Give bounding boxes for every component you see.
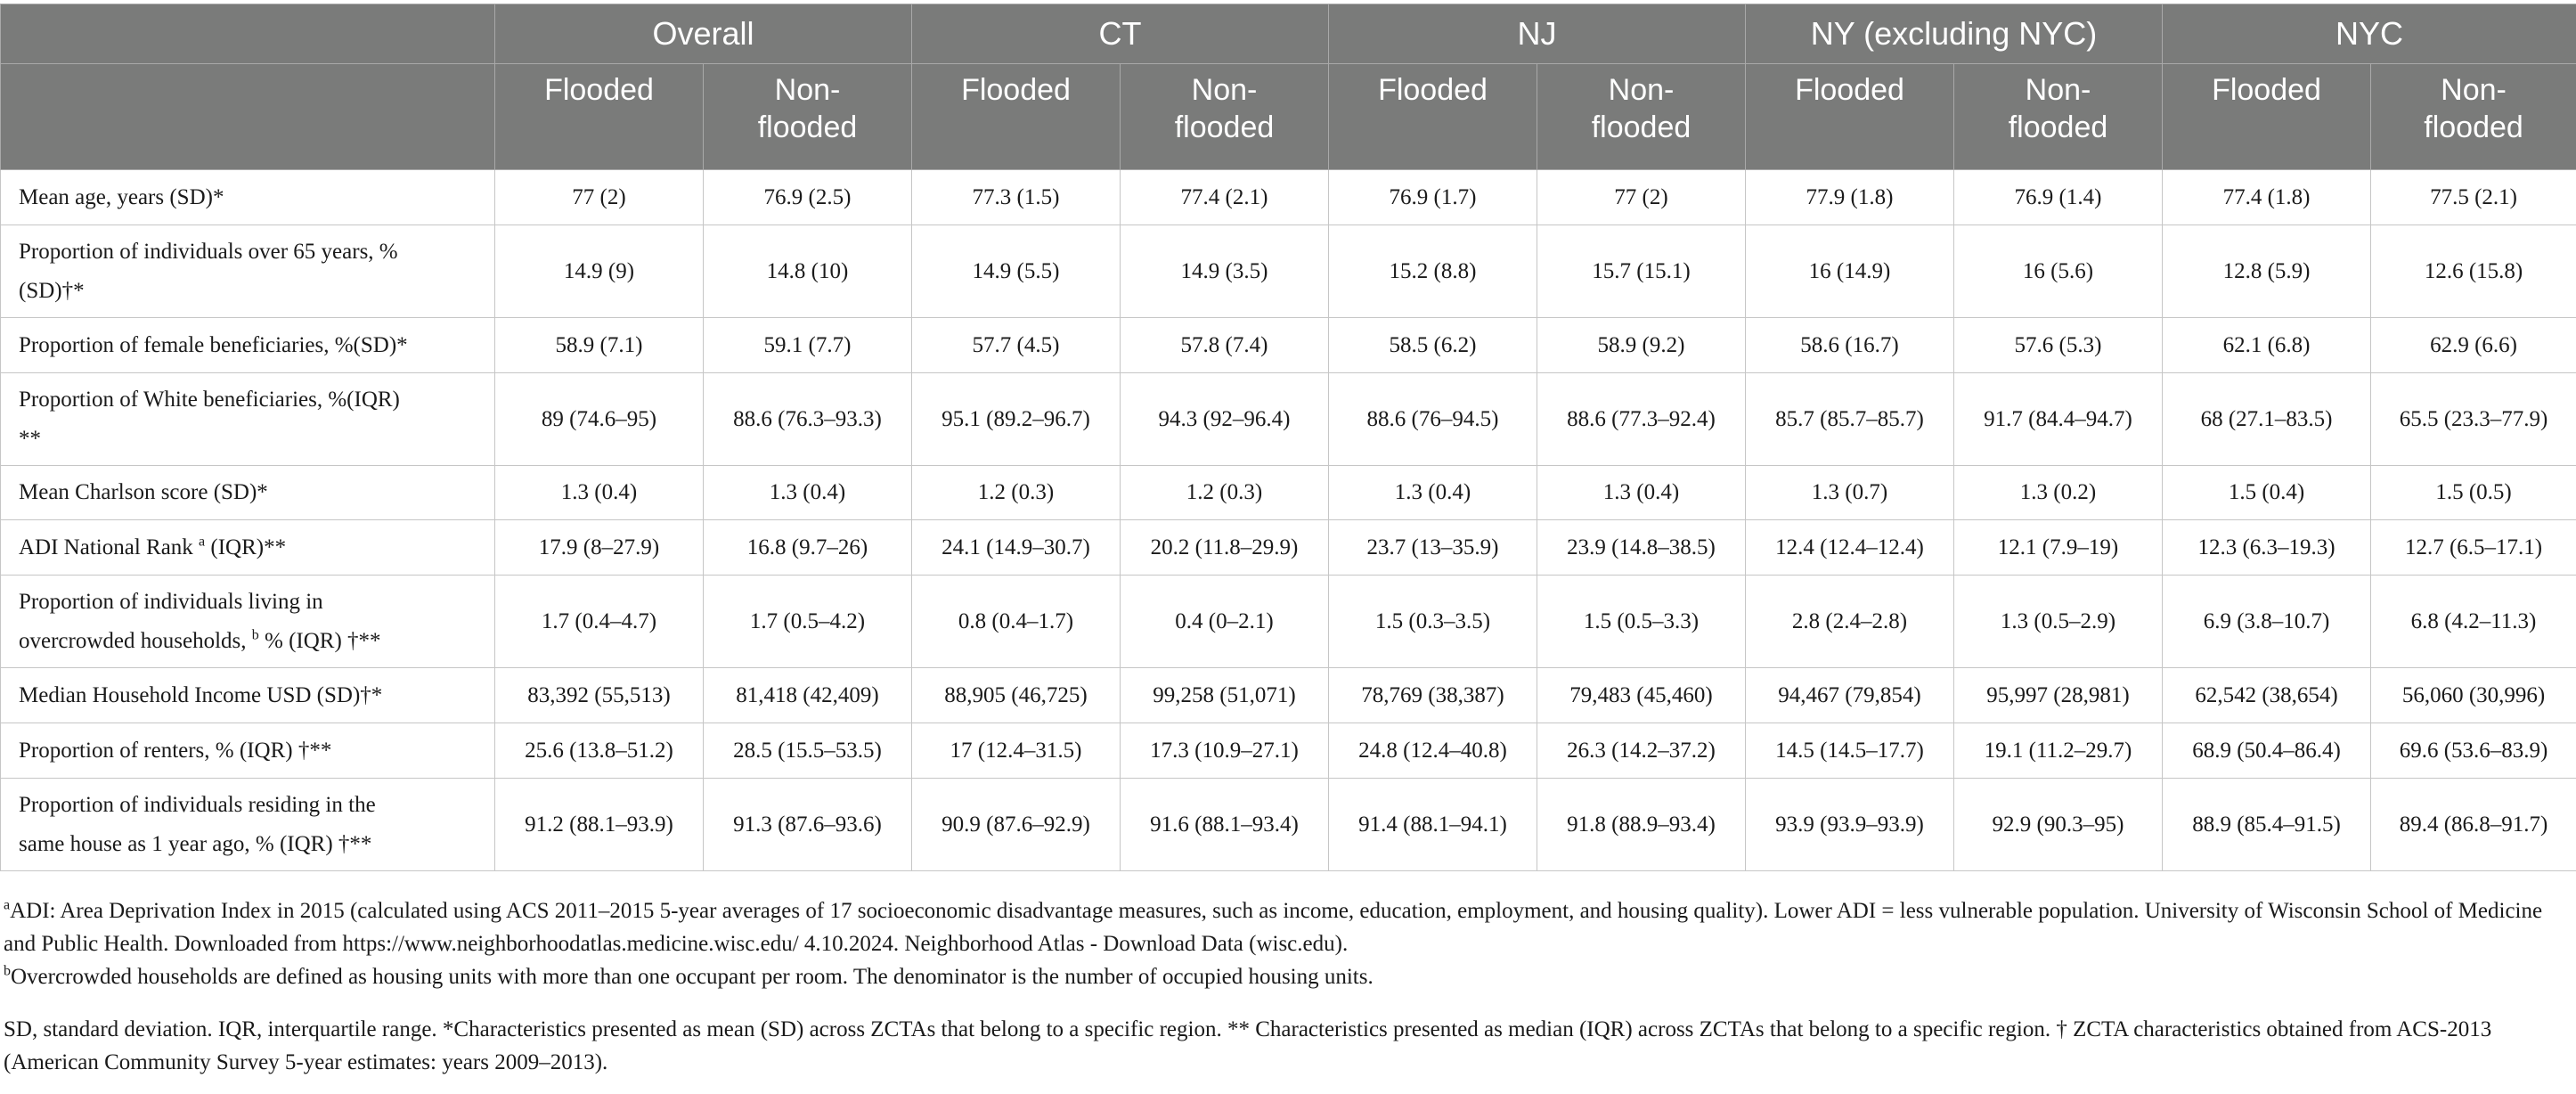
cell-value: 6.8 (4.2–11.3) [2371, 576, 2576, 668]
cell-value: 88.6 (76.3–93.3) [704, 373, 912, 466]
cell-value: 77.3 (1.5) [912, 170, 1121, 225]
cell-value: 1.3 (0.2) [1954, 466, 2163, 520]
cell-value: 92.9 (90.3–95) [1954, 779, 2163, 871]
cell-value: 14.9 (9) [495, 225, 704, 318]
cell-value: 58.6 (16.7) [1746, 318, 1954, 373]
group-header-nyc: NYC [2163, 4, 2576, 64]
cell-value: 77.9 (1.8) [1746, 170, 1954, 225]
footnote-marker: b [251, 627, 259, 643]
cell-value: 62.1 (6.8) [2163, 318, 2371, 373]
cell-value: 77 (2) [495, 170, 704, 225]
table-row [1, 225, 2576, 318]
cell-value: 79,483 (45,460) [1537, 668, 1746, 723]
cell-value: 6.9 (3.8–10.7) [2163, 576, 2371, 668]
cell-value: 89.4 (86.8–91.7) [2371, 779, 2576, 871]
cell-value: 16 (14.9) [1746, 225, 1954, 318]
cell-value: 95.1 (89.2–96.7) [912, 373, 1121, 466]
cell-value: 88.6 (76–94.5) [1329, 373, 1537, 466]
cell-value: 85.7 (85.7–85.7) [1746, 373, 1954, 466]
table-row [1, 723, 2576, 779]
cell-value: 24.8 (12.4–40.8) [1329, 723, 1537, 779]
row-label: Proportion of renters, % (IQR) †** [1, 723, 495, 779]
cell-value: 91.7 (84.4–94.7) [1954, 373, 2163, 466]
cell-value: 59.1 (7.7) [704, 318, 912, 373]
cell-value: 78,769 (38,387) [1329, 668, 1537, 723]
cell-value: 25.6 (13.8–51.2) [495, 723, 704, 779]
characteristics-table [0, 4, 2576, 871]
cell-value: 0.4 (0–2.1) [1121, 576, 1329, 668]
cell-value: 1.2 (0.3) [1121, 466, 1329, 520]
table-row [1, 466, 2576, 520]
table-row [1, 520, 2576, 576]
cell-value: 94.3 (92–96.4) [1121, 373, 1329, 466]
table-row [1, 668, 2576, 723]
cell-value: 1.5 (0.5) [2371, 466, 2576, 520]
footnote-marker: a [4, 897, 11, 913]
cell-value: 19.1 (11.2–29.7) [1954, 723, 2163, 779]
cell-value: 93.9 (93.9–93.9) [1746, 779, 1954, 871]
cell-value: 12.4 (12.4–12.4) [1746, 520, 1954, 576]
row-label: Proportion of White beneficiaries, %(IQR) ** [1, 373, 495, 466]
cell-value: 76.9 (2.5) [704, 170, 912, 225]
cell-value: 91.3 (87.6–93.6) [704, 779, 912, 871]
table-footnotes [4, 894, 2551, 1079]
row-label: Proportion of female beneficiaries, %(SD)* [1, 318, 495, 373]
cell-value: 88,905 (46,725) [912, 668, 1121, 723]
footnote-general: SD, standard deviation. IQR, interquartile range. *Characteristics presented as mean (SD) across ZCTAs that belong to a specific region. ** Characteristics presented as median (IQR) across ZCTAs that belong to a specific region. † ZCTA characteristics obtained from ACS-2013 (American Community Survey 5-year estimates: years 2009–2013). [4, 1017, 2492, 1074]
group-header-ct: CT [912, 4, 1329, 64]
cell-value: 58.5 (6.2) [1329, 318, 1537, 373]
footnote-marker: b [4, 963, 11, 979]
cell-value: 1.3 (0.4) [1537, 466, 1746, 520]
cell-value: 58.9 (7.1) [495, 318, 704, 373]
row-label: Proportion of individuals over 65 years, % (SD)†* [1, 225, 495, 318]
cell-value: 1.5 (0.3–3.5) [1329, 576, 1537, 668]
cell-value: 83,392 (55,513) [495, 668, 704, 723]
table-row [1, 170, 2576, 225]
cell-value: 15.2 (8.8) [1329, 225, 1537, 318]
row-label: Median Household Income USD (SD)†* [1, 668, 495, 723]
cell-value: 88.9 (85.4–91.5) [2163, 779, 2371, 871]
cell-value: 1.3 (0.5–2.9) [1954, 576, 2163, 668]
cell-value: 69.6 (53.6–83.9) [2371, 723, 2576, 779]
table-row [1, 373, 2576, 466]
cell-value: 77.4 (2.1) [1121, 170, 1329, 225]
cell-value: 17 (12.4–31.5) [912, 723, 1121, 779]
cell-value: 77.5 (2.1) [2371, 170, 2576, 225]
footnote-a: $^a$ADI: Area Deprivation Index in 2015 (calculated using ACS 2011–2015 5-year averages of 17 socioeconomic disadvantage measures, such as income, education, employment, and housing quality). Lower ADI = less vulnerable population. University of Wisconsin School of Medicine and Public Health. Downloaded from https://www.neighborhoodatlas.medicine.wisc.edu/ 4.10.2024. Neighborhood Atlas - Download Data (wisc.edu). [4, 897, 2543, 956]
col-nonflooded: Non- flooded [1954, 64, 2163, 170]
cell-value: 1.3 (0.4) [1329, 466, 1537, 520]
cell-value: 91.8 (88.9–93.4) [1537, 779, 1746, 871]
cell-value: 76.9 (1.7) [1329, 170, 1537, 225]
cell-value: 16.8 (9.7–26) [704, 520, 912, 576]
cell-value: 1.3 (0.4) [495, 466, 704, 520]
col-flooded: Flooded [2163, 64, 2371, 170]
row-label: Proportion of individuals living in overcrowded households, $^b$ % (IQR) †** [1, 576, 495, 668]
footnote-b: $^b$Overcrowded households are defined as housing units with more than one occupant per room. The denominator is the number of occupied housing units. [4, 963, 1374, 989]
cell-value: 1.7 (0.5–4.2) [704, 576, 912, 668]
cell-value: 91.2 (88.1–93.9) [495, 779, 704, 871]
cell-value: 81,418 (42,409) [704, 668, 912, 723]
cell-value: 77.4 (1.8) [2163, 170, 2371, 225]
cell-value: 57.8 (7.4) [1121, 318, 1329, 373]
cell-value: 28.5 (15.5–53.5) [704, 723, 912, 779]
cell-value: 17.9 (8–27.9) [495, 520, 704, 576]
cell-value: 76.9 (1.4) [1954, 170, 2163, 225]
col-nonflooded: Non- flooded [1537, 64, 1746, 170]
cell-value: 62,542 (38,654) [2163, 668, 2371, 723]
table-row [1, 318, 2576, 373]
row-label: Mean Charlson score (SD)* [1, 466, 495, 520]
cell-value: 91.6 (88.1–93.4) [1121, 779, 1329, 871]
col-flooded: Flooded [912, 64, 1121, 170]
cell-value: 88.6 (77.3–92.4) [1537, 373, 1746, 466]
cell-value: 26.3 (14.2–37.2) [1537, 723, 1746, 779]
col-nonflooded: Non- flooded [2371, 64, 2576, 170]
cell-value: 1.2 (0.3) [912, 466, 1121, 520]
cell-value: 0.8 (0.4–1.7) [912, 576, 1121, 668]
cell-value: 58.9 (9.2) [1537, 318, 1746, 373]
cell-value: 12.1 (7.9–19) [1954, 520, 2163, 576]
cell-value: 1.3 (0.4) [704, 466, 912, 520]
cell-value: 12.8 (5.9) [2163, 225, 2371, 318]
cell-value: 20.2 (11.8–29.9) [1121, 520, 1329, 576]
cell-value: 94,467 (79,854) [1746, 668, 1954, 723]
cell-value: 12.7 (6.5–17.1) [2371, 520, 2576, 576]
cell-value: 1.5 (0.4) [2163, 466, 2371, 520]
cell-value: 12.6 (15.8) [2371, 225, 2576, 318]
cell-value: 68 (27.1–83.5) [2163, 373, 2371, 466]
cell-value: 91.4 (88.1–94.1) [1329, 779, 1537, 871]
header-blank [1, 4, 495, 64]
header-blank-2 [1, 64, 495, 170]
cell-value: 56,060 (30,996) [2371, 668, 2576, 723]
cell-value: 1.5 (0.5–3.3) [1537, 576, 1746, 668]
group-header-nj: NJ [1329, 4, 1746, 64]
cell-value: 23.9 (14.8–38.5) [1537, 520, 1746, 576]
cell-value: 77 (2) [1537, 170, 1746, 225]
cell-value: 2.8 (2.4–2.8) [1746, 576, 1954, 668]
cell-value: 89 (74.6–95) [495, 373, 704, 466]
cell-value: 57.7 (4.5) [912, 318, 1121, 373]
cell-value: 14.5 (14.5–17.7) [1746, 723, 1954, 779]
cell-value: 62.9 (6.6) [2371, 318, 2576, 373]
cell-value: 95,997 (28,981) [1954, 668, 2163, 723]
cell-value: 90.9 (87.6–92.9) [912, 779, 1121, 871]
group-header-ny: NY (excluding NYC) [1746, 4, 2163, 64]
cell-value: 1.7 (0.4–4.7) [495, 576, 704, 668]
col-nonflooded: Non- flooded [1121, 64, 1329, 170]
cell-value: 99,258 (51,071) [1121, 668, 1329, 723]
cell-value: 57.6 (5.3) [1954, 318, 2163, 373]
cell-value: 14.8 (10) [704, 225, 912, 318]
cell-value: 12.3 (6.3–19.3) [2163, 520, 2371, 576]
table-row [1, 576, 2576, 668]
cell-value: 24.1 (14.9–30.7) [912, 520, 1121, 576]
footnote-marker: a [199, 534, 206, 550]
cell-value: 16 (5.6) [1954, 225, 2163, 318]
cell-value: 15.7 (15.1) [1537, 225, 1746, 318]
row-label: Proportion of individuals residing in the same house as 1 year ago, % (IQR) †** [1, 779, 495, 871]
group-header-overall: Overall [495, 4, 912, 64]
cell-value: 68.9 (50.4–86.4) [2163, 723, 2371, 779]
col-flooded: Flooded [1329, 64, 1537, 170]
cell-value: 1.3 (0.7) [1746, 466, 1954, 520]
cell-value: 14.9 (5.5) [912, 225, 1121, 318]
table-row [1, 779, 2576, 871]
cell-value: 23.7 (13–35.9) [1329, 520, 1537, 576]
cell-value: 65.5 (23.3–77.9) [2371, 373, 2576, 466]
col-flooded: Flooded [1746, 64, 1954, 170]
row-label: ADI National Rank $^a$ (IQR)** [1, 520, 495, 576]
col-flooded: Flooded [495, 64, 704, 170]
cell-value: 17.3 (10.9–27.1) [1121, 723, 1329, 779]
row-label: Mean age, years (SD)* [1, 170, 495, 225]
cell-value: 14.9 (3.5) [1121, 225, 1329, 318]
col-nonflooded: Non- flooded [704, 64, 912, 170]
